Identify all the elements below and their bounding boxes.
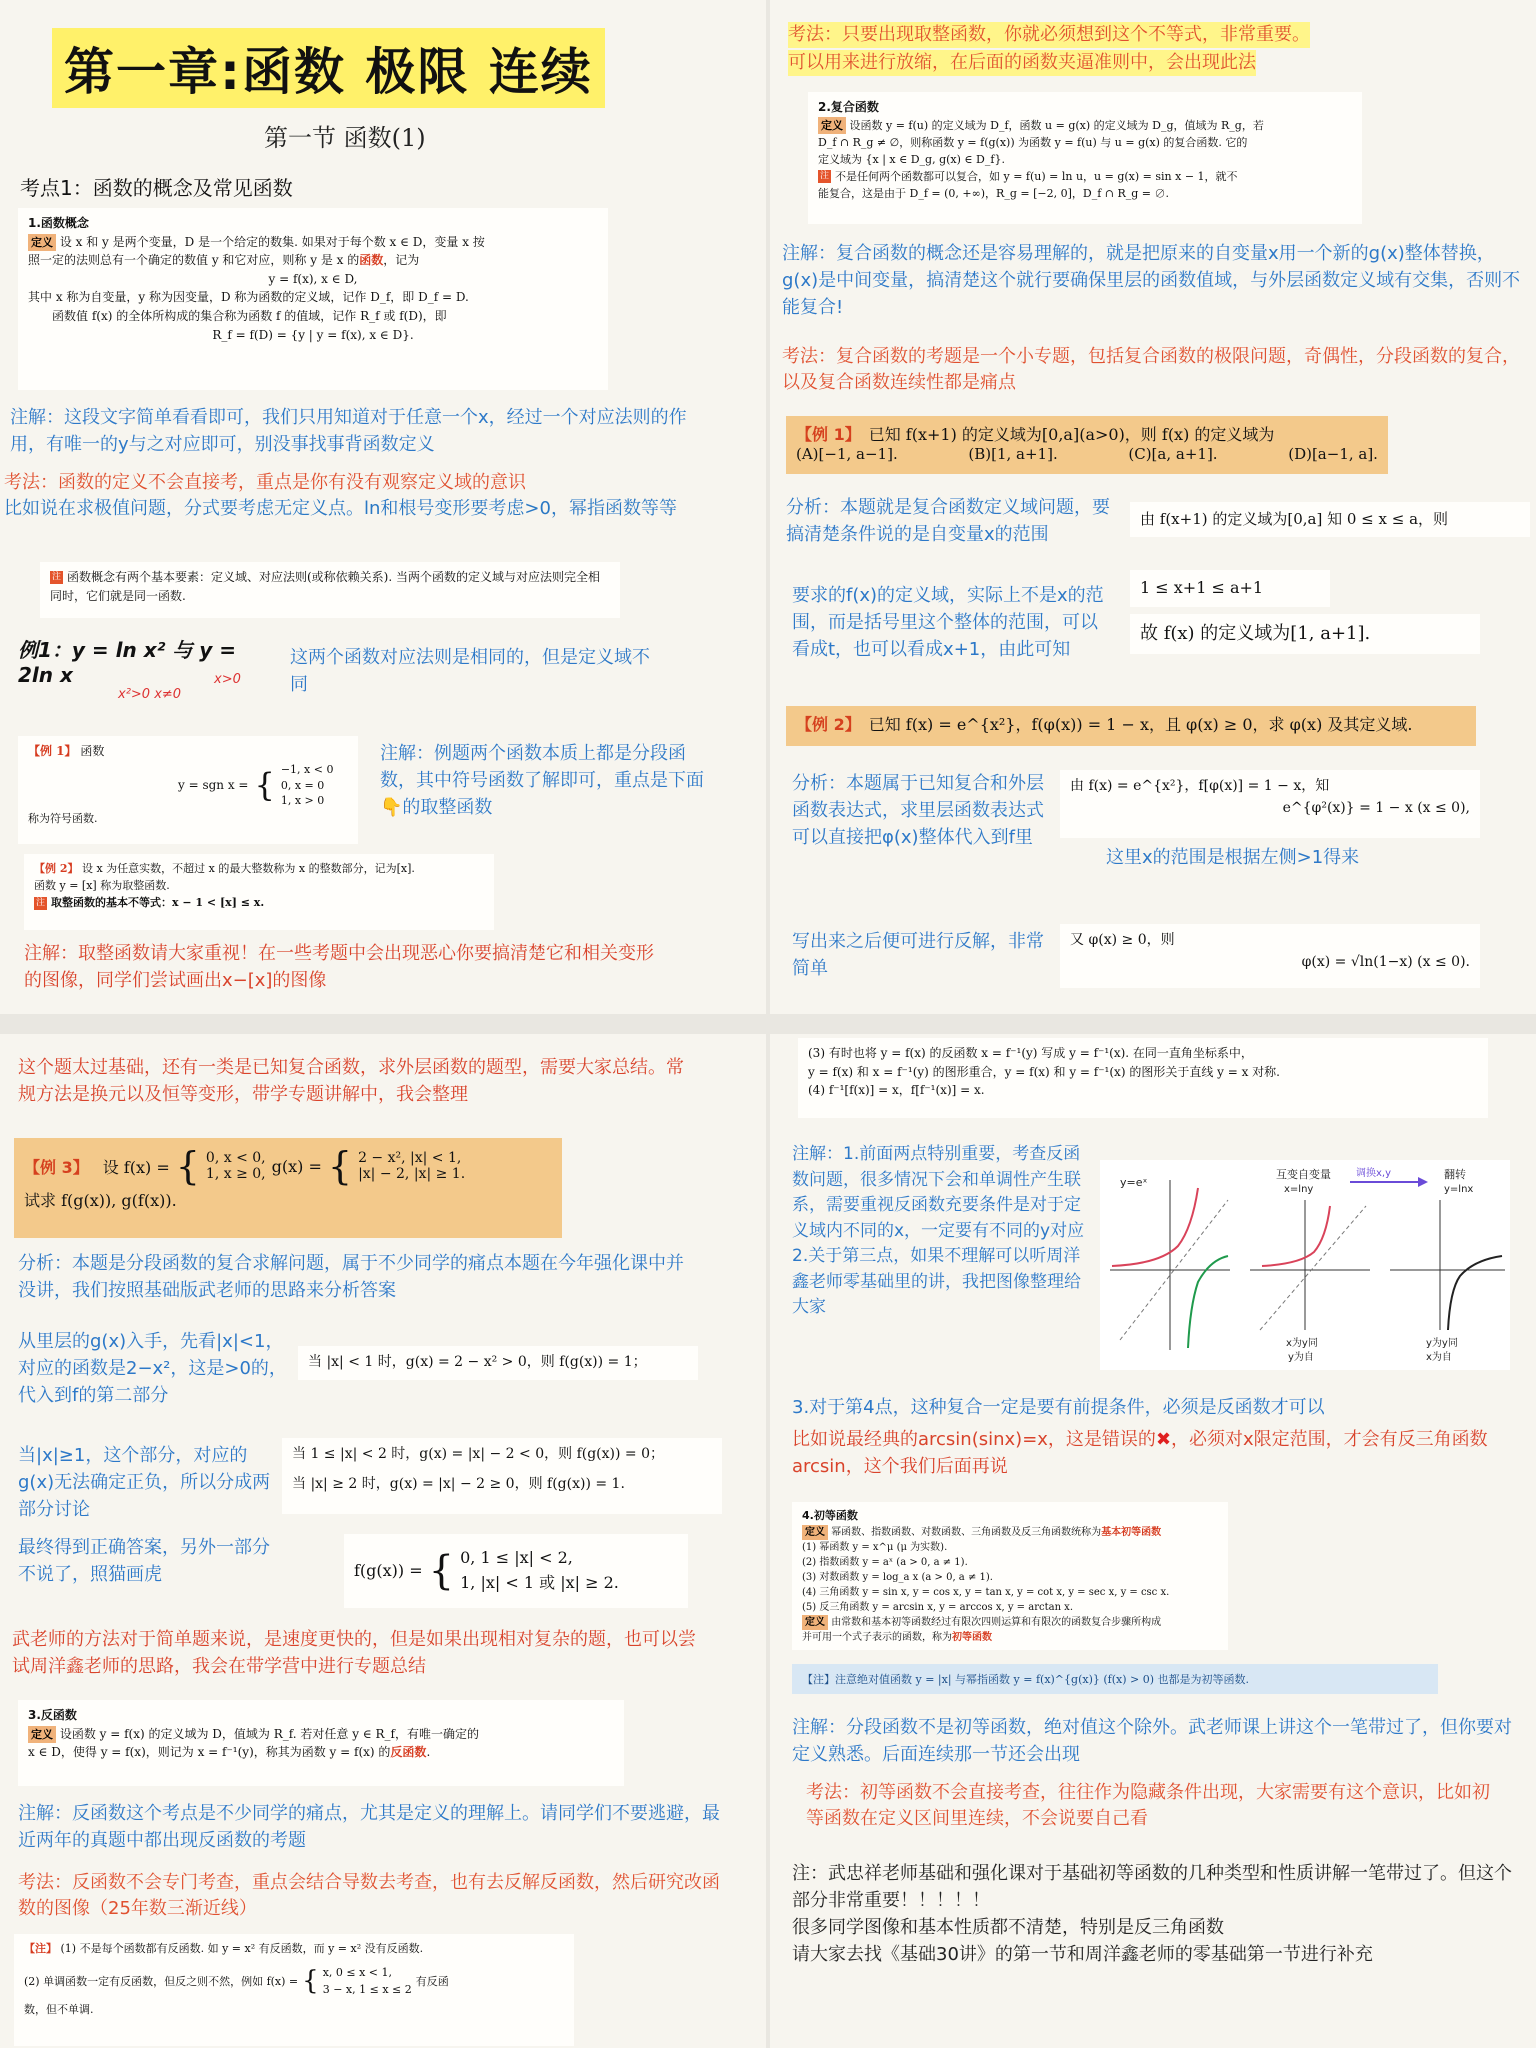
- hand-condition: x²>0 x≠0: [118, 687, 182, 702]
- composite-definition-box: [808, 92, 1362, 224]
- elementary-item: (4) 三角函数 y = sin x, y = cos x, y = tan x, y = cot x, y = sec x, y = csc x.: [802, 1586, 1170, 1598]
- ex1-solution-3: 故 f(x) 的定义域为[1, a+1].: [1130, 614, 1480, 654]
- remark-line: 有反函: [415, 1974, 449, 1988]
- example-tag: 【例 2】: [796, 715, 861, 734]
- step3-hand-note: 最终得到正确答案，另外一部分不说了，照猫画虎: [18, 1537, 270, 1585]
- composite-heading: 2.复合函数: [818, 100, 879, 114]
- def-line: 设函数 y = f(u) 的定义域为 D_f，函数 u = g(x) 的定义域为 D_g，值域为 R_g，若: [849, 118, 1264, 132]
- prop-line: (3) 有时也将 y = f(x) 的反函数 x = f⁻¹(y) 写成 y = f⁻¹(x). 在同一直角坐标系中，: [808, 1046, 1253, 1060]
- floor-text: 设 x 为任意实数，不超过 x 的最大整数称为 x 的整数部分，记为[x].: [81, 862, 415, 875]
- floor-note: 注解：取整函数请大家重视！在一些考题中会出现恶心你要搞清楚它和相关变形的图像，同学们尝试画出x−[x]的图像: [24, 943, 654, 991]
- definition-tag: 定义: [28, 234, 56, 251]
- option-d: (D)[a−1, a].: [1288, 445, 1378, 463]
- graph2-caption: x为y同: [1286, 1338, 1318, 1349]
- inverse-exam: 考法：反函数不会专门考查，重点会结合导数去考查，也有去反解反函数，然后研究改函数的图像（25年数三渐近线）: [18, 1872, 720, 1920]
- def-line: 不是任何两个函数都可以复合，如 y = f(u) = ln u，u = g(x) = sin x − 1，就不: [835, 169, 1238, 183]
- note-tag: 【注】: [24, 1942, 57, 1955]
- sgn-lhs: y = sgn x =: [178, 778, 249, 793]
- final-remark: [792, 1860, 1512, 1968]
- exam-method-blue: 比如说在求极值问题，分式要考虑无定义点。ln和根号变形要考虑>0，幂指函数等等: [4, 498, 677, 519]
- inverse-properties-box: [798, 1038, 1488, 1118]
- flip-curve: [1448, 1256, 1502, 1330]
- swap-arrow: [1350, 1166, 1428, 1187]
- note3-line1: 3.对于第4点，这种复合一定是要有前提条件，必须是反函数才可以: [792, 1397, 1325, 1418]
- cross-icon: ✖: [1155, 1429, 1172, 1450]
- example-text: 已知 f(x) = e^{x²}，f(φ(x)) = 1 − x，且 φ(x) ≥ 0，求 φ(x) 及其定义域.: [868, 715, 1413, 734]
- g-case: |x| − 2, |x| ≥ 1.: [358, 1166, 466, 1182]
- mirror-line: [1260, 1206, 1366, 1330]
- example-tag: 【例 1】: [796, 425, 861, 444]
- def-line: D_f ∩ R_g ≠ ∅，则称函数 y = f(g(x)) 为函数 y = f(u) 与 u = g(x) 的复合函数. 它的: [818, 135, 1248, 149]
- f-case: 1, x ≥ 0,: [205, 1166, 266, 1182]
- def-keyword: 初等函数: [952, 1631, 992, 1643]
- exam-method-red: 考法：函数的定义不会直接考，重点是你有没有观察定义域的意识: [4, 472, 526, 493]
- result-case: 0, 1 ≤ |x| < 2,: [460, 1548, 573, 1568]
- ex3-analysis: 分析：本题是分段函数的复合求解问题，属于不少同学的痛点本题在今年强化课中并没讲，我们按照基础版武老师的思路来分析答案: [18, 1253, 684, 1301]
- exp-curve: [1112, 1188, 1198, 1266]
- sgn-note: 注解：例题两个函数本质上都是分段函数，其中符号函数了解即可，重点是下面👇的取整函数: [380, 743, 704, 818]
- step2-hand-note: 当|x|≥1，这个部分，对应的g(x)无法确定正负，所以分成两部分讨论: [18, 1445, 271, 1520]
- def-formula: R_f = f(D) = {y | y = f(x), x ∈ D}.: [212, 327, 414, 342]
- composite-exam: 考法：复合函数的考题是一个小专题，包括复合函数的极限问题，奇偶性，分段函数的复合，以及复合函数连续性都是痛点: [782, 346, 1520, 394]
- final-line: 很多同学图像和基本性质都不清楚，特别是反三角函数: [792, 1917, 1224, 1938]
- def-line: 函数值 f(x) 的全体所构成的集合称为函数 f 的值域，记作 R_f 或 f(D)，即: [52, 308, 447, 323]
- def-line: 设 x 和 y 是两个变量，D 是一个给定的数集. 如果对于每个数 x ∈ D，变量 x 按: [59, 234, 485, 249]
- hand-example-text: 例1：y = ln x² 与 y = 2ln x: [18, 638, 237, 687]
- ex2-solution-1-box: [1060, 770, 1480, 838]
- final-line: 请大家去找《基础30讲》的第一节和周洋鑫老师的零基础第一节进行补充: [792, 1944, 1373, 1965]
- arrow-label: 调换x,y: [1356, 1168, 1392, 1179]
- elementary-exam: 考法：初等函数不会直接考查，往往作为隐藏条件出现，大家需要有这个意识，比如初等函数在定义区间里连续，不会说要自己看: [806, 1782, 1490, 1830]
- def-line: 设函数 y = f(x) 的定义域为 D，值域为 R_f. 若对任意 y ∈ R_f，有唯一确定的: [59, 1726, 480, 1741]
- def-keyword: 基本初等函数: [1101, 1526, 1162, 1538]
- elementary-item: (3) 对数函数 y = log_a x (a > 0, a ≠ 1).: [802, 1571, 993, 1583]
- option-c: (C)[a, a+1].: [1128, 445, 1218, 463]
- def-line: 并可用一个式子表示的函数，称为: [802, 1631, 952, 1643]
- g-case: 2 − x², |x| < 1,: [358, 1150, 462, 1166]
- inverse-graphs: [1100, 1160, 1510, 1370]
- example-text: 已知 f(x+1) 的定义域为[0,a](a>0)，则 f(x) 的定义域为: [868, 425, 1275, 444]
- def-line: ，记为: [383, 253, 420, 268]
- ex2-solution-2: e^{φ²(x)} = 1 − x (x ≤ 0),: [1282, 799, 1470, 816]
- inverse-remark-box: 【注】 (1) 不是每个函数都有反函数. 如 y = x² 有反函数，而 y = x² 没有反函数. (2) 单调函数一定有反函数，但反之则不然，例如 f(x) = { x, 0 ≤ x < 1, 3 − x, 1 ≤ x ≤ 2 有反函 数，但不单调.: [14, 1934, 574, 2046]
- graph-flip: [1390, 1167, 1505, 1363]
- inverse-heading: 3.反函数: [28, 1708, 77, 1722]
- def-line: 其中 x 称为自变量，y 称为因变量，D 称为函数的定义域，记作 D_f，即 D_f = D.: [28, 290, 469, 305]
- floor-exam-tip: 考法：只要出现取整函数，你就必须想到这个不等式，非常重要。: [788, 22, 1310, 48]
- result-case: 1, |x| < 1 或 |x| ≥ 2.: [460, 1573, 619, 1592]
- ex2-solution-3: 又 φ(x) ≥ 0，则: [1070, 932, 1175, 948]
- def-keyword: 函数: [359, 253, 384, 268]
- prop-line: (4) f⁻¹[f(x)] = x，f[f⁻¹(x)] = x.: [808, 1083, 985, 1098]
- ex2-solution-1: 由 f(x) = e^{x²}，f[φ(x)] = 1 − x，知: [1070, 778, 1330, 794]
- graph-swap: [1250, 1167, 1370, 1363]
- option-a: (A)[−1, a−1].: [796, 445, 898, 463]
- example-tag: 【例 3】: [24, 1157, 89, 1177]
- inverse-graphs-svg: [1100, 1160, 1510, 1370]
- panel-top-left: [0, 0, 766, 1014]
- elementary-note: 注解：分段函数不是初等函数，绝对值这个除外。武老师课上讲这个一笔带过了，但你要对定义熟悉。后面连续那一节还会出现: [792, 1717, 1512, 1765]
- sgn-case: −1, x < 0: [280, 763, 334, 777]
- note-marker-icon: 注: [51, 572, 61, 582]
- graph2-caption: y为自: [1288, 1352, 1314, 1363]
- note-marker-icon: 注: [35, 897, 45, 908]
- swap-curve: [1262, 1206, 1330, 1266]
- option-b: (B)[1, a+1].: [968, 445, 1058, 463]
- g-lhs: g(x) =: [271, 1156, 322, 1176]
- def-keyword: 反函数: [390, 1745, 427, 1760]
- remark-line: (2) 单调函数一定有反函数，但反之则不然，例如 f(x) =: [24, 1974, 299, 1988]
- panel-bottom-left: [0, 1034, 766, 2048]
- floor-text: 函数 y = [x] 称为取整函数.: [34, 879, 170, 893]
- ex1-analysis: 分析：本题就是复合函数定义域问题，要搞清楚条件说的是自变量x的范围: [786, 497, 1110, 545]
- function-definition-box: [18, 208, 608, 390]
- example-tag: 【例 1】: [28, 744, 77, 758]
- result-box: f(g(x)) = { 0, 1 ≤ |x| < 2, 1, |x| < 1 或 |x| ≥ 2.: [344, 1534, 688, 1608]
- graph2-title: 互变自变量: [1276, 1168, 1331, 1181]
- elementary-item: (5) 反三角函数 y = arcsin x, y = arccos x, y = arctan x.: [802, 1601, 1074, 1613]
- graph2-eq: x=lny: [1284, 1184, 1314, 1195]
- composite-note: 注解：复合函数的概念还是容易理解的，就是把原来的自变量x用一个新的g(x)整体替换，g(x)是中间变量，搞清楚这个就行要确保里层的函数值域，与外层函数定义域有交集，否则不能复合!: [782, 243, 1521, 318]
- hand-example-note: 这两个函数对应法则是相同的，但是定义域不同: [290, 647, 650, 695]
- f-case: 0, x < 0,: [205, 1150, 266, 1166]
- example-question: 试求 f(g(x)), g(f(x)).: [24, 1191, 177, 1210]
- ex2-solution-3-box: [1060, 924, 1480, 988]
- elementary-heading: 4.初等函数: [802, 1509, 858, 1522]
- def-line: x ∈ D，使得 y = f(x)，则记为 x = f⁻¹(y)，称其为函数 y = f(x) 的: [28, 1745, 391, 1760]
- sgn-case: 0, x = 0: [280, 778, 325, 792]
- def-line: 定义域为 {x | x ∈ D_g, g(x) ∈ D_f}.: [818, 152, 1005, 166]
- two-elements-note: [40, 562, 620, 618]
- sgn-example-box: 【例 1】 函数 y = sgn x = { −1, x < 0 0, x = 0 1, x > 0 称为符号函数.: [18, 736, 358, 844]
- elementary-remark: 【注】注意绝对值函数 y = |x| 与幂指函数 y = f(x)^{g(x)} (f(x) > 0) 也都是为初等函数.: [792, 1664, 1438, 1694]
- elementary-definition-box: 4.初等函数 定义 幂函数、指数函数、对数函数、三角函数及反三角函数统称为基本初等函数 (1) 幂函数 y = x^μ (μ 为实数). (2) 指数函数 y = aˣ (a > 0, a ≠ 1). (3) 对数函数 y = log_a x (a > 0, a ≠ 1). (4) 三角函数 y = sin x, y = cos x, y = tan x, y = cot x, y = sec x, y = csc x. (5) 反三角函数 y = arcsin x, y = arccos x, y = arctan x. 定义 由常数和基本初等函数经过有限次四则运算和有限次的函数复合步骤所构成 并可用一个式子表示的函数，称为初等函数: [792, 1502, 1228, 1650]
- note3-line2: [792, 1426, 1512, 1480]
- graph3-eq: y=lnx: [1444, 1184, 1474, 1195]
- kaodian-heading: 考点1：函数的概念及常见函数: [20, 176, 293, 200]
- floor-inequality: 取整函数的基本不等式：x − 1 < [x] ≤ x.: [51, 896, 265, 910]
- def-line: 照一定的法则总有一个确定的数值 y 和它对应，则称 y 是 x 的: [28, 253, 360, 268]
- example-text: 函数: [80, 744, 105, 758]
- ex1-solution-2: 1 ≤ x+1 ≤ a+1: [1130, 570, 1330, 607]
- composite-example-1: [786, 416, 1388, 474]
- graph3-title: 翻转: [1444, 1168, 1466, 1181]
- sgn-caption: 称为符号函数.: [28, 812, 98, 826]
- inverse-definition-box: [18, 1700, 624, 1786]
- inverse-note: 注解：反函数这个考点是不少同学的痛点，尤其是定义的理解上。请同学们不要逃避，最近两年的真题中都出现反函数的考题: [18, 1803, 720, 1851]
- example-text: 设 f(x) =: [102, 1157, 170, 1177]
- ex2-solution-4: φ(x) = √ln(1−x) (x ≤ 0).: [1301, 953, 1470, 970]
- section-title: 第一节 函数(1): [264, 124, 426, 152]
- def-line: 幂函数、指数函数、对数函数、三角函数及反三角函数统称为: [831, 1526, 1102, 1538]
- panel-top-right: [770, 0, 1536, 1014]
- graph3-caption: y为y同: [1426, 1338, 1458, 1349]
- note-marker-icon: 注: [819, 171, 829, 182]
- ex1-hand-note: 要求的f(x)的定义域，实际上不是x的范围，而是括号里这个整体的范围，可以看成t，也可以看成x+1，由此可知: [792, 585, 1104, 660]
- step2-solution-1: 当 1 ≤ |x| < 2 时，g(x) = |x| − 2 < 0，则 f(g(x)) = 0；: [292, 1446, 664, 1462]
- handwritten-example: [18, 634, 268, 722]
- chapter-title: 第一章:函数 极限 连续: [52, 28, 605, 108]
- definition-tag: 定义: [28, 1726, 56, 1743]
- def-line: 能复合，这是由于 D_f = (0, +∞)，R_g = [−2, 0]，D_f ∩ R_g = ∅.: [818, 186, 1170, 200]
- note3-text: ，必须对x限定范围，才会有反三角函数arcsin，这个我们后面再说: [792, 1429, 1488, 1477]
- note-definition: 注解：这段文字简单看看即可，我们只用知道对于任意一个x，经过一个对应法则的作用，有唯一的y与之对应即可，别没事找事背函数定义: [10, 407, 687, 455]
- floor-exam-tip2: 可以用来进行放缩，在后面的函数夹逼准则中，会出现此法: [788, 50, 1256, 76]
- ex2-range-note: 这里x的范围是根据左侧>1得来: [1106, 847, 1360, 868]
- ex2-analysis: 分析：本题属于已知复合和外层函数表达式，求里层函数表达式可以直接把φ(x)整体代入到f里: [792, 773, 1044, 848]
- note3-text: 比如说最经典的arcsin(sinx)=x，这是错误的: [792, 1429, 1156, 1450]
- final-line: 注：武忠祥老师基础和强化课对于基础初等函数的几种类型和性质讲解一笔带过了。但这个部分非常重要！！！！！: [792, 1863, 1512, 1911]
- piecewise-example-3: 【例 3】 设 f(x) = { 0, x < 0, 1, x ≥ 0, g(x) = { 2 − x², |x| < 1, |x| − 2, |x| ≥ 1. 试求 f(g(x)), g(f(x)).: [14, 1138, 562, 1238]
- remark-case: 3 − x, 1 ≤ x ≤ 2: [322, 1983, 412, 1997]
- panel-bottom-right: [770, 1034, 1536, 2048]
- floor-example-box: [24, 854, 494, 930]
- elementary-item: (2) 指数函数 y = aˣ (a > 0, a ≠ 1).: [802, 1556, 968, 1568]
- concept-heading: 1.函数概念: [28, 216, 89, 230]
- graph3-caption: x为自: [1426, 1352, 1452, 1363]
- ex2-after-note: 写出来之后便可进行反解，非常简单: [792, 931, 1044, 979]
- method-comparison-note: 武老师的方法对于简单题来说，是速度更快的，但是如果出现相对复杂的题，也可以尝试周洋鑫老师的思路，我会在带学营中进行专题总结: [12, 1629, 696, 1677]
- intro-note: 这个题太过基础，还有一类是已知复合函数，求外层函数的题型，需要大家总结。常规方法是换元以及恒等变形，带学专题讲解中，我会整理: [18, 1057, 684, 1105]
- elementary-item: (1) 幂函数 y = x^μ (μ 为实数).: [802, 1541, 948, 1553]
- def-line: 由常数和基本初等函数经过有限次四则运算和有限次的函数复合步骤所构成: [831, 1616, 1162, 1628]
- step1-solution: 当 |x| < 1 时，g(x) = 2 − x² > 0，则 f(g(x)) = 1；: [298, 1346, 698, 1380]
- graph1-label: y=eˣ: [1120, 1176, 1148, 1189]
- result-lhs: f(g(x)) =: [354, 1560, 423, 1580]
- prop-line: y = f(x) 和 x = f⁻¹(y) 的图形重合，y = f(x) 和 y = f⁻¹(x) 的图形关于直线 y = x 对称.: [808, 1064, 1280, 1079]
- remark-case: x, 0 ≤ x < 1,: [322, 1966, 393, 1980]
- sgn-case: 1, x > 0: [280, 794, 325, 808]
- remark-line: 数，但不单调.: [24, 2003, 94, 2017]
- definition-tag: 定义: [802, 1525, 828, 1540]
- composite-example-2: [786, 706, 1476, 746]
- hand-condition: x>0: [214, 672, 241, 687]
- step2-solution-2: 当 |x| ≥ 2 时，g(x) = |x| − 2 ≥ 0，则 f(g(x)) = 1.: [292, 1475, 625, 1492]
- graph-exp-log: [1110, 1176, 1230, 1350]
- def-line: .: [426, 1745, 431, 1760]
- ex1-solution-1: 由 f(x+1) 的定义域为[0,a] 知 0 ≤ x ≤ a，则: [1130, 502, 1530, 537]
- props-note: 注解：1.前面两点特别重要，考查反函数问题，很多情况下会和单调性产生联系，需要重视反函数充要条件是对于定义域内不同的x，一定要有不同的y对应2.关于第三点，如果不理解可以听周洋鑫老师零基础里的讲，我把图像整理给大家: [792, 1144, 1085, 1317]
- note-text: 函数概念有两个基本要素：定义域、对应法则(或称依赖关系). 当两个函数的定义域与对应法则完全相同时，它们就是同一函数.: [50, 570, 600, 603]
- remark-line: (1) 不是每个函数都有反函数. 如 y = x² 有反函数，而 y = x² 没有反函数.: [60, 1942, 424, 1955]
- def-formula: y = f(x), x ∈ D,: [268, 271, 358, 286]
- example-tag: 【例 2】: [34, 862, 79, 875]
- step2-solution-box: [282, 1438, 722, 1514]
- step1-hand-note: 从里层的g(x)入手，先看|x|<1，对应的函数是2−x²，这是>0的，代入到f的第二部分: [18, 1331, 287, 1406]
- definition-tag: 定义: [818, 117, 846, 134]
